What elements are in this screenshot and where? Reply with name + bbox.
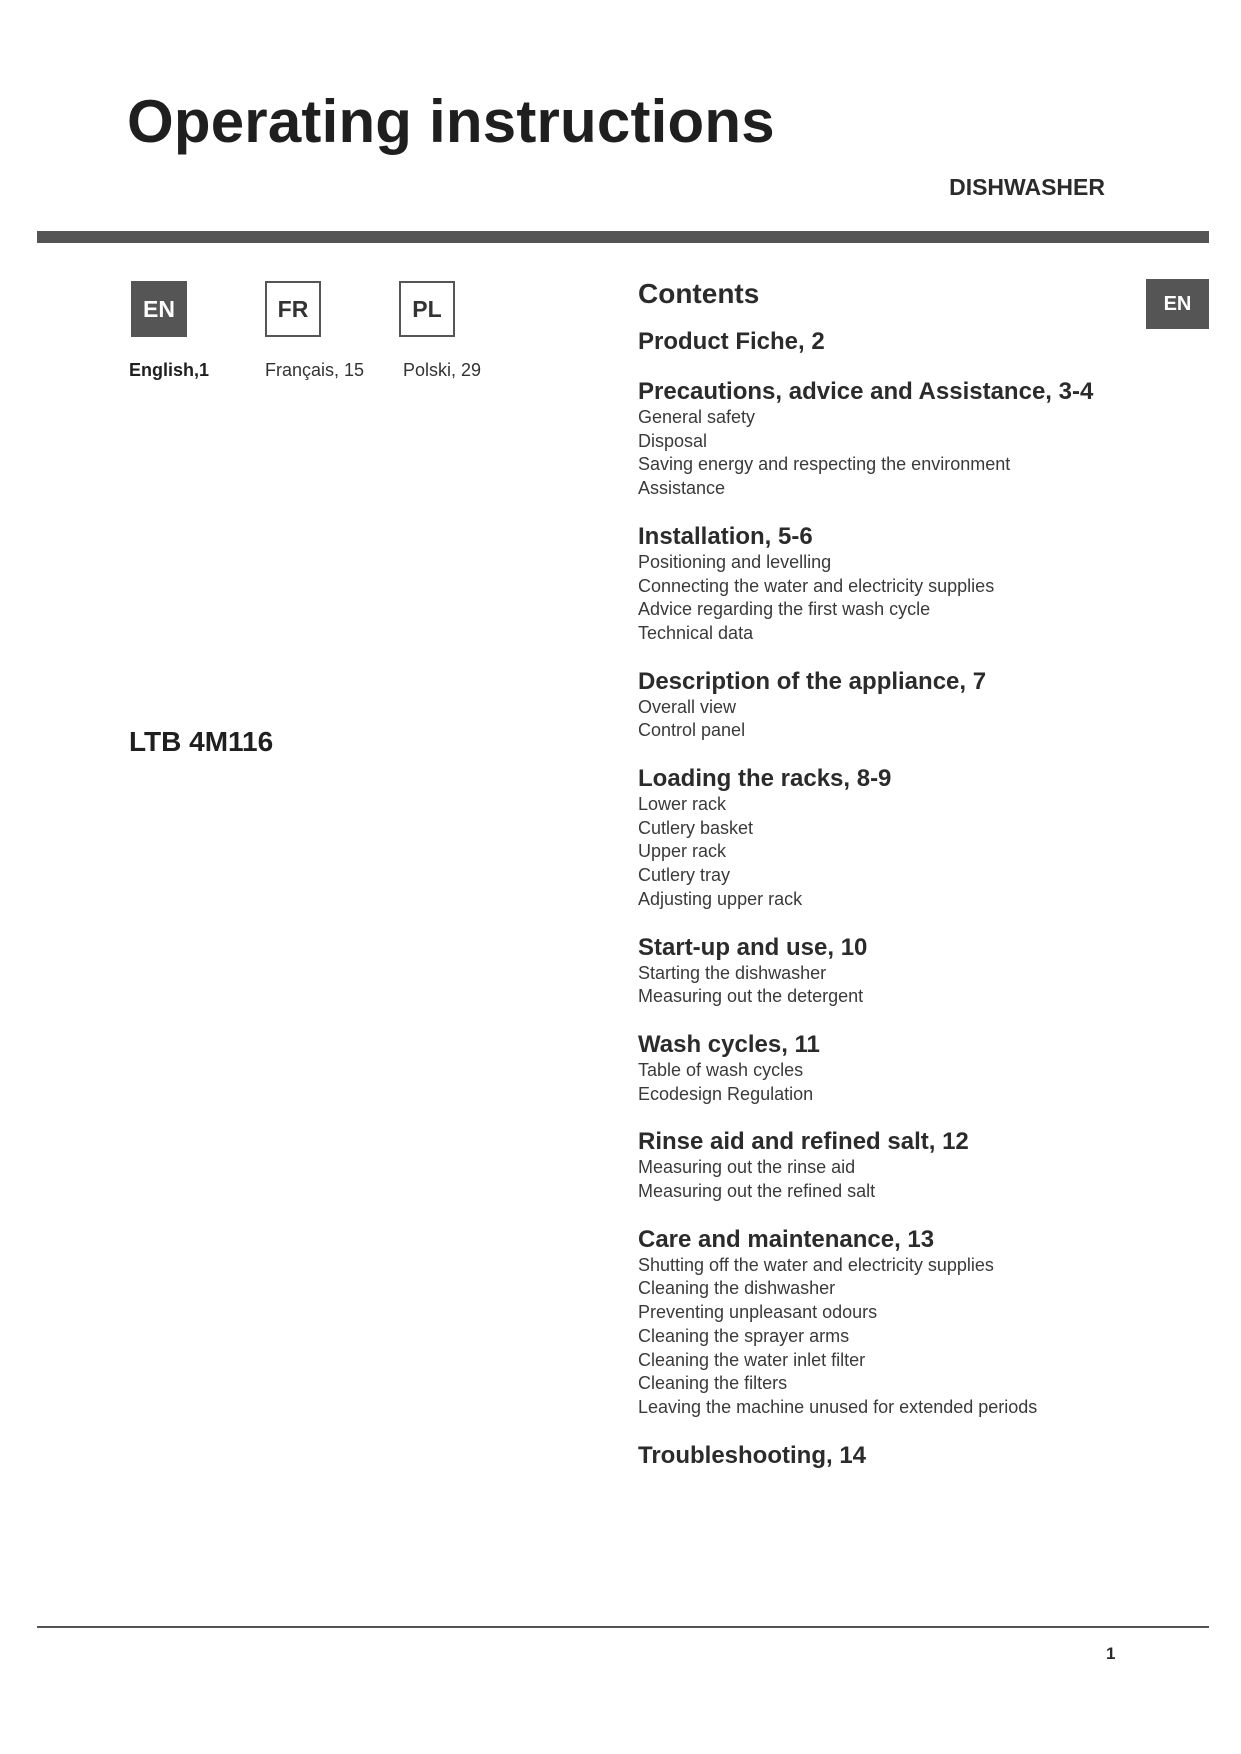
language-tab-en[interactable]: EN: [131, 281, 187, 337]
product-type-label: DISHWASHER: [949, 174, 1105, 200]
toc-subsection-item[interactable]: Disposal: [638, 430, 708, 451]
contents-heading: Contents: [638, 278, 760, 309]
toc-subsection-item[interactable]: Shutting off the water and electricity supplies: [638, 1254, 994, 1275]
toc-subsection-item[interactable]: Connecting the water and electricity supplies: [638, 575, 995, 596]
toc-section-title[interactable]: Wash cycles, 11: [638, 1030, 820, 1058]
toc-subsection-item[interactable]: Cutlery basket: [638, 817, 754, 838]
toc-subsection-item[interactable]: General safety: [638, 407, 756, 427]
toc-section: [638, 1127, 1178, 1203]
toc-subsection-item[interactable]: Measuring out the rinse aid: [638, 1157, 856, 1178]
toc-section-title[interactable]: Loading the racks, 8-9: [638, 765, 892, 793]
language-link-francais[interactable]: Français, 15: [265, 360, 365, 380]
table-of-contents: [638, 277, 1178, 1491]
toc-subsection-item[interactable]: Upper rack: [638, 841, 727, 862]
toc-subsection-item[interactable]: Control panel: [638, 720, 746, 741]
toc-section: [638, 764, 1178, 912]
page-title: Operating instructions: [127, 88, 775, 155]
toc-section: [638, 1030, 1178, 1106]
toc-section: [638, 667, 1178, 743]
toc-subsection-item[interactable]: Saving energy and respecting the environment: [638, 454, 1011, 475]
language-tab-fr[interactable]: FR: [265, 281, 321, 337]
toc-subsection-item[interactable]: Assistance: [638, 478, 726, 499]
toc-section: [638, 1225, 1178, 1420]
toc-subsection-item[interactable]: Leaving the machine unused for extended periods: [638, 1396, 1038, 1417]
toc-section: [638, 522, 1178, 646]
page-number: 1: [1106, 1644, 1116, 1663]
toc-section-title[interactable]: Troubleshooting, 14: [638, 1441, 867, 1469]
toc-subsection-item[interactable]: Technical data: [638, 622, 754, 643]
model-number: LTB 4M116: [129, 726, 274, 757]
toc-section-title[interactable]: Description of the appliance, 7: [638, 667, 987, 695]
toc-subsection-item[interactable]: Cleaning the water inlet filter: [638, 1349, 866, 1370]
toc-subsection-item[interactable]: Advice regarding the first wash cycle: [638, 599, 931, 620]
toc-subsection-item[interactable]: Lower rack: [638, 794, 727, 815]
footer-divider: [37, 1626, 1209, 1628]
toc-subsection-item[interactable]: Overall view: [638, 696, 737, 717]
toc-subsection-item[interactable]: Cutlery tray: [638, 865, 731, 886]
toc-subsection-item[interactable]: Adjusting upper rack: [638, 888, 803, 909]
toc-subsection-item[interactable]: Cleaning the filters: [638, 1373, 788, 1394]
toc-section: [638, 327, 1178, 356]
toc-section: [638, 377, 1178, 501]
toc-section-title[interactable]: Installation, 5-6: [638, 522, 813, 550]
toc-section-title[interactable]: Precautions, advice and Assistance, 3-4: [638, 378, 1094, 405]
language-link-polski[interactable]: Polski, 29: [403, 360, 482, 380]
toc-subsection-item[interactable]: Measuring out the refined salt: [638, 1181, 876, 1202]
language-tab-pl[interactable]: PL: [399, 281, 455, 337]
header-divider: [37, 231, 1209, 243]
toc-subsection-item[interactable]: Table of wash cycles: [638, 1059, 804, 1080]
toc-subsection-item[interactable]: Measuring out the detergent: [638, 986, 864, 1007]
language-link-english[interactable]: English,1: [129, 360, 210, 380]
toc-section: [638, 933, 1178, 1009]
toc-subsection-item[interactable]: Preventing unpleasant odours: [638, 1302, 878, 1323]
toc-subsection-item[interactable]: Cleaning the dishwasher: [638, 1278, 836, 1299]
toc-subsection-item[interactable]: Cleaning the sprayer arms: [638, 1325, 850, 1346]
toc-subsection-item[interactable]: Ecodesign Regulation: [638, 1083, 814, 1104]
toc-subsection-item[interactable]: Starting the dishwasher: [638, 962, 827, 983]
toc-section-title[interactable]: Rinse aid and refined salt, 12: [638, 1128, 969, 1156]
toc-sections: [638, 327, 1178, 1470]
toc-section-title[interactable]: Care and maintenance, 13: [638, 1225, 935, 1253]
language-side-tab: EN: [1146, 279, 1209, 329]
toc-section-title[interactable]: Start-up and use, 10: [638, 933, 868, 961]
toc-subsection-item[interactable]: Positioning and levelling: [638, 551, 832, 572]
toc-section-title[interactable]: Product Fiche, 2: [638, 328, 825, 355]
toc-section: [638, 1441, 1178, 1470]
